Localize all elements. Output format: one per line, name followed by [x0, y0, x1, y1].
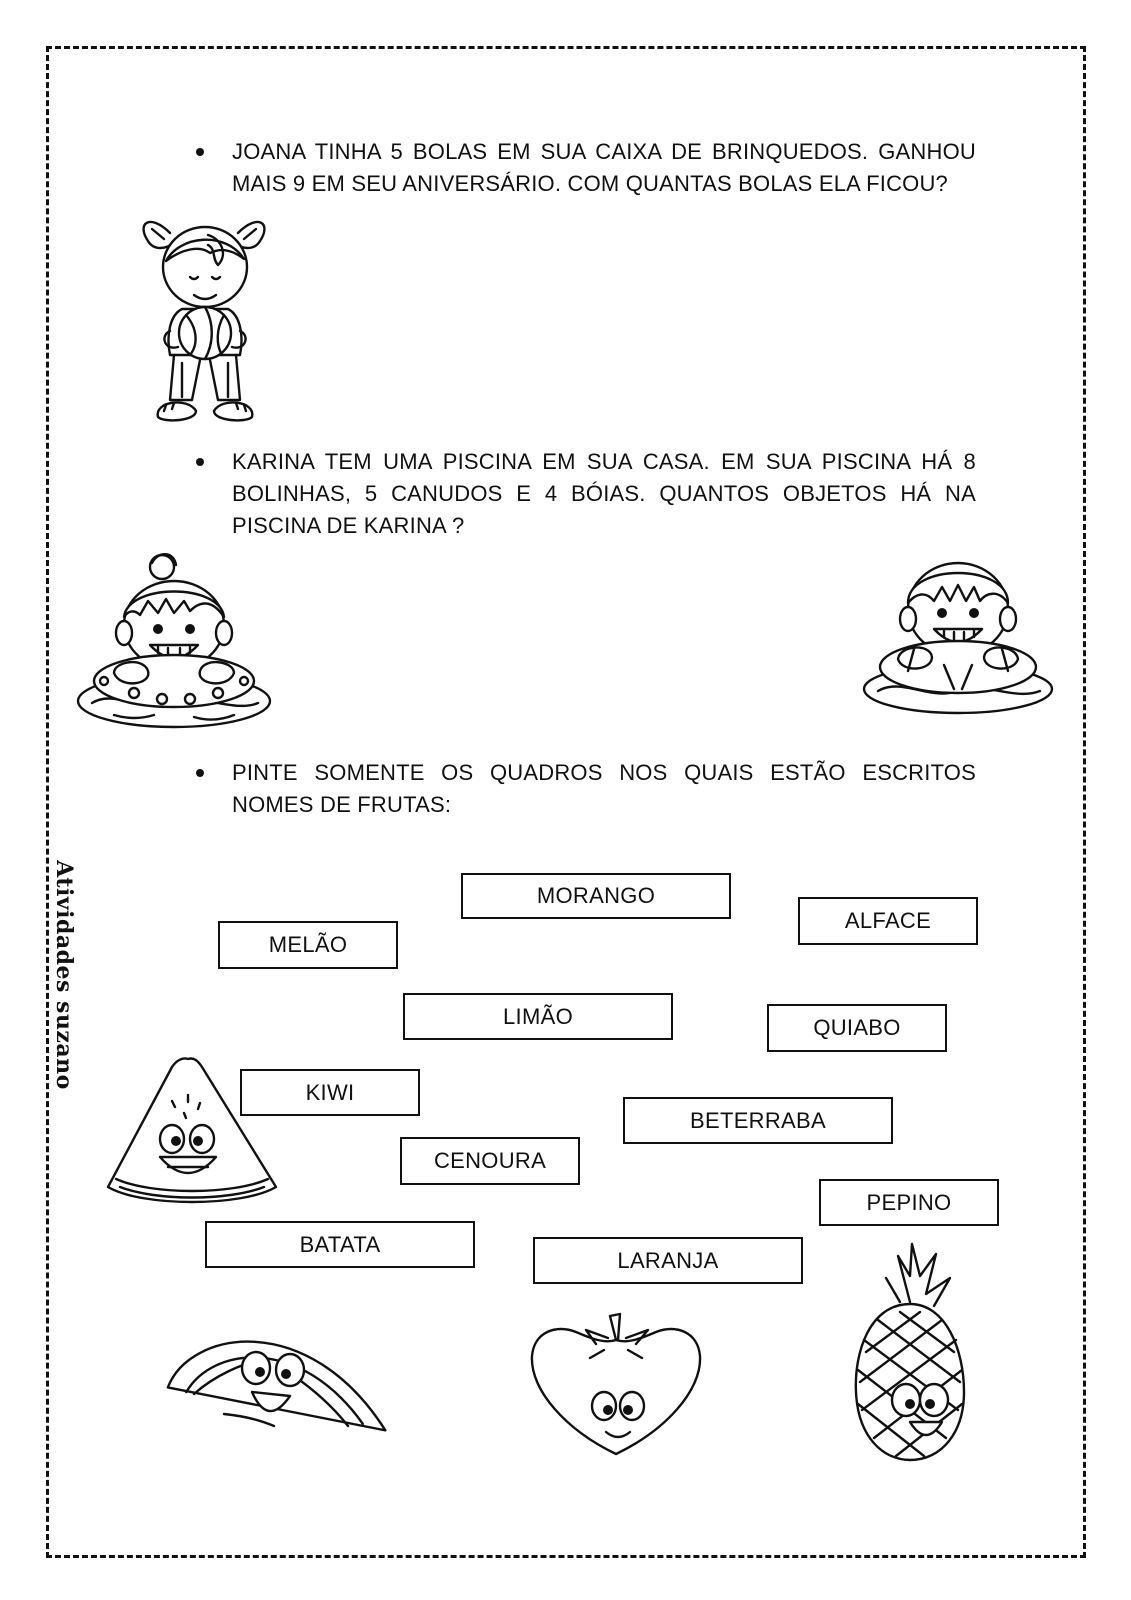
bullet-icon	[196, 458, 204, 466]
word-box-laranja[interactable]: LARANJA	[533, 1237, 803, 1284]
word-box-beterraba[interactable]: BETERRABA	[623, 1097, 893, 1144]
word-box-batata[interactable]: BATATA	[205, 1221, 475, 1268]
pineapple-illustration	[850, 1242, 970, 1464]
word-box-melao[interactable]: MELÃO	[218, 921, 398, 969]
word-box-limao[interactable]: LIMÃO	[403, 993, 673, 1040]
boy-in-pool-right-illustration	[858, 553, 1058, 718]
question-2-text: KARINA TEM UMA PISCINA EM SUA CASA. EM SUA PISCINA HÁ 8 BOLINHAS, 5 CANUDOS E 4 BÓIAS. QUANTOS OBJETOS HÁ NA PISCINA DE KARINA ?	[232, 449, 976, 538]
question-1	[200, 136, 976, 200]
word-box-kiwi[interactable]: KIWI	[240, 1069, 420, 1116]
watermark-text: Atividades suzano	[51, 860, 78, 1090]
girl-with-ball-illustration	[130, 205, 280, 430]
word-box-morango[interactable]: MORANGO	[461, 873, 731, 919]
bullet-icon	[196, 769, 204, 777]
question-2	[200, 446, 976, 542]
word-box-cenoura[interactable]: CENOURA	[400, 1137, 580, 1185]
word-box-quiabo[interactable]: QUIABO	[767, 1004, 947, 1052]
watermark	[36, 860, 92, 1090]
question-1-text: JOANA TINHA 5 BOLAS EM SUA CAIXA DE BRINQUEDOS. GANHOU MAIS 9 EM SEU ANIVERSÁRIO. COM QUANTAS BOLAS ELA FICOU?	[232, 139, 976, 196]
bullet-icon	[196, 148, 204, 156]
word-box-pepino[interactable]: PEPINO	[819, 1179, 999, 1226]
question-3	[200, 757, 976, 821]
question-3-text: PINTE SOMENTE OS QUADROS NOS QUAIS ESTÃO ESCRITOS NOMES DE FRUTAS:	[232, 760, 976, 817]
watermelon-illustration	[102, 1055, 282, 1213]
strawberry-illustration	[526, 1310, 706, 1460]
word-box-alface[interactable]: ALFACE	[798, 897, 978, 945]
girl-in-pool-left-illustration	[74, 553, 274, 733]
orange-slice-illustration	[164, 1316, 386, 1456]
